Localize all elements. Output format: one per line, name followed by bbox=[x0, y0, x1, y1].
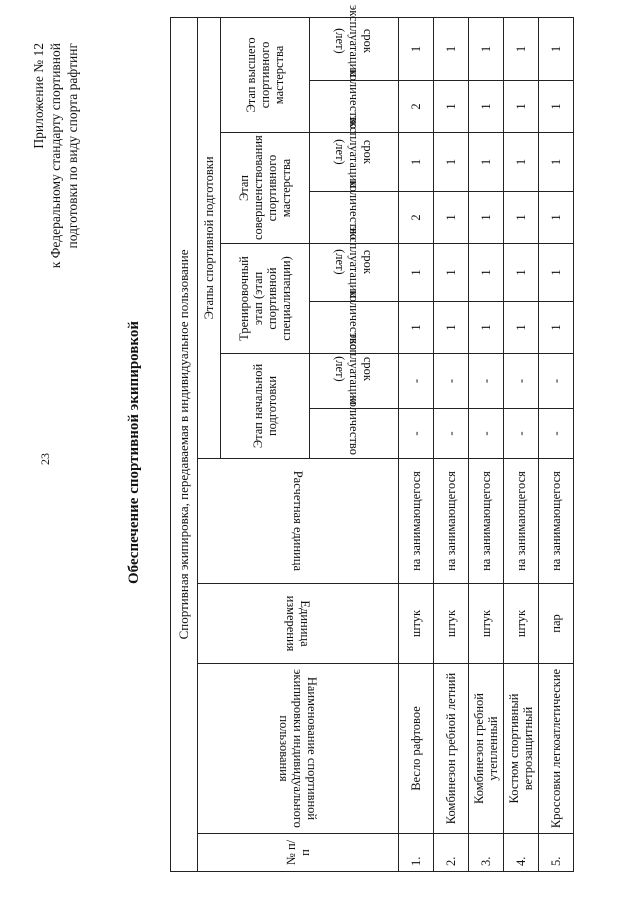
subheader-quantity bbox=[310, 395, 399, 459]
equipment-table bbox=[170, 4, 574, 872]
row-unit: пар bbox=[539, 584, 574, 664]
row-value: 1 bbox=[504, 244, 539, 302]
subheader-quantity-label: количество bbox=[347, 180, 361, 240]
row-number: 3. bbox=[469, 834, 504, 872]
row-value: 2 bbox=[399, 192, 434, 244]
row-number: 5. bbox=[539, 834, 574, 872]
stages-header: Этапы спортивной подготовки bbox=[198, 17, 221, 458]
stage-header-3: Этап совершенствования спортивного мастерства bbox=[221, 133, 310, 244]
row-calc-unit: на занимающегося bbox=[399, 459, 434, 584]
table-row bbox=[399, 17, 434, 871]
subheader-quantity-label: количество bbox=[347, 290, 361, 350]
subheader-quantity bbox=[310, 180, 399, 244]
row-value: 1 bbox=[399, 17, 434, 80]
col-calc-label: Расчетная единица bbox=[291, 470, 305, 572]
row-value: 1 bbox=[539, 244, 574, 302]
row-value: 1 bbox=[434, 81, 469, 133]
row-value: 1 bbox=[469, 17, 504, 80]
row-value: 1 bbox=[469, 133, 504, 192]
subheader-quantity bbox=[310, 69, 399, 133]
row-unit: штук bbox=[504, 584, 539, 664]
row-value: - bbox=[399, 409, 434, 459]
appendix-line-2: к Федеральному стандарту спортивной bbox=[48, 43, 63, 269]
row-value: 1 bbox=[469, 192, 504, 244]
row-value: 1 bbox=[469, 244, 504, 302]
table-row bbox=[469, 17, 504, 871]
subheader-quantity bbox=[310, 290, 399, 354]
row-value: 1 bbox=[399, 302, 434, 354]
row-number: 2. bbox=[434, 834, 469, 872]
row-value: 1 bbox=[504, 133, 539, 192]
row-number: 1. bbox=[399, 834, 434, 872]
subheader-term bbox=[310, 4, 399, 80]
appendix-line-1: Приложение № 12 bbox=[31, 43, 46, 149]
row-value: 2 bbox=[399, 81, 434, 133]
appendix-header bbox=[30, 43, 81, 333]
row-value: - bbox=[434, 354, 469, 409]
row-value: - bbox=[504, 354, 539, 409]
row-value: 1 bbox=[469, 81, 504, 133]
subheader-term-label: срок эксплуатации (лет) bbox=[333, 4, 375, 78]
row-value: - bbox=[469, 354, 504, 409]
row-name: Весло рафтовое bbox=[399, 664, 434, 834]
row-value: - bbox=[469, 409, 504, 459]
row-number: 4. bbox=[504, 834, 539, 872]
col-number-header: № п/п bbox=[198, 834, 399, 872]
row-value: 1 bbox=[434, 302, 469, 354]
page-number: 23 bbox=[38, 453, 52, 465]
row-value: 1 bbox=[434, 192, 469, 244]
row-unit: штук bbox=[434, 584, 469, 664]
stage-header-1: Этап начальной подготовки bbox=[221, 354, 310, 459]
subheader-term bbox=[310, 332, 399, 409]
row-value: 1 bbox=[504, 192, 539, 244]
row-value: 1 bbox=[469, 302, 504, 354]
row-name: Костюм спортивный ветрозащитный bbox=[504, 664, 539, 834]
row-name: Кроссовки легкоатлетические bbox=[539, 664, 574, 834]
row-calc-unit: на занимающегося bbox=[504, 459, 539, 584]
row-name: Комбинезон гребной летний bbox=[434, 664, 469, 834]
row-value: 1 bbox=[399, 244, 434, 302]
row-name: Комбинезон гребной утепленный bbox=[469, 664, 504, 834]
col-unit-label: Единица измерения bbox=[284, 595, 312, 652]
row-unit: штук bbox=[469, 584, 504, 664]
row-calc-unit: на занимающегося bbox=[539, 459, 574, 584]
row-value: - bbox=[539, 409, 574, 459]
table-row bbox=[434, 17, 469, 871]
row-value: 1 bbox=[539, 133, 574, 192]
row-value: 1 bbox=[504, 17, 539, 80]
subheader-term-label: срок эксплуатации (лет) bbox=[333, 332, 375, 406]
row-unit: штук bbox=[399, 584, 434, 664]
row-value: 1 bbox=[539, 17, 574, 80]
subheader-quantity-label: количество bbox=[347, 69, 361, 129]
row-value: 1 bbox=[434, 244, 469, 302]
row-value: 1 bbox=[399, 133, 434, 192]
row-value: 1 bbox=[434, 133, 469, 192]
table-caption: Спортивная экипировка, передаваемая в индивидуальное пользование bbox=[171, 17, 198, 871]
row-calc-unit: на занимающегося bbox=[469, 459, 504, 584]
document-title: Обеспечение спортивной экипировкой bbox=[126, 321, 142, 585]
col-name-label: Наименование спортивной экипировки индивидуального пользования bbox=[277, 669, 319, 828]
subheader-term bbox=[310, 115, 399, 192]
table-row bbox=[539, 17, 574, 871]
subheader-term-label: срок эксплуатации (лет) bbox=[333, 115, 375, 189]
row-value: - bbox=[504, 409, 539, 459]
table-row bbox=[504, 17, 539, 871]
row-value: 1 bbox=[539, 81, 574, 133]
row-calc-unit: на занимающегося bbox=[434, 459, 469, 584]
stage-header-2: Тренировочный этап (этап спортивной специализации) bbox=[221, 244, 310, 354]
row-value: - bbox=[434, 409, 469, 459]
subheader-term-label: срок эксплуатации (лет) bbox=[333, 225, 375, 299]
subheader-quantity-label: количество bbox=[347, 395, 361, 455]
row-value: - bbox=[539, 354, 574, 409]
appendix-line-3: подготовки по виду спорта рафтинг bbox=[65, 43, 80, 249]
subheader-term bbox=[310, 225, 399, 302]
row-value: 1 bbox=[504, 81, 539, 133]
row-value: 1 bbox=[504, 302, 539, 354]
row-value: - bbox=[399, 354, 434, 409]
col-name-header bbox=[198, 664, 399, 834]
col-calc-header bbox=[198, 459, 399, 584]
row-value: 1 bbox=[434, 17, 469, 80]
row-value: 1 bbox=[539, 302, 574, 354]
row-value: 1 bbox=[539, 192, 574, 244]
col-unit-header bbox=[198, 584, 399, 664]
stage-header-4: Этап высшего спортивного мастерства bbox=[221, 17, 310, 132]
